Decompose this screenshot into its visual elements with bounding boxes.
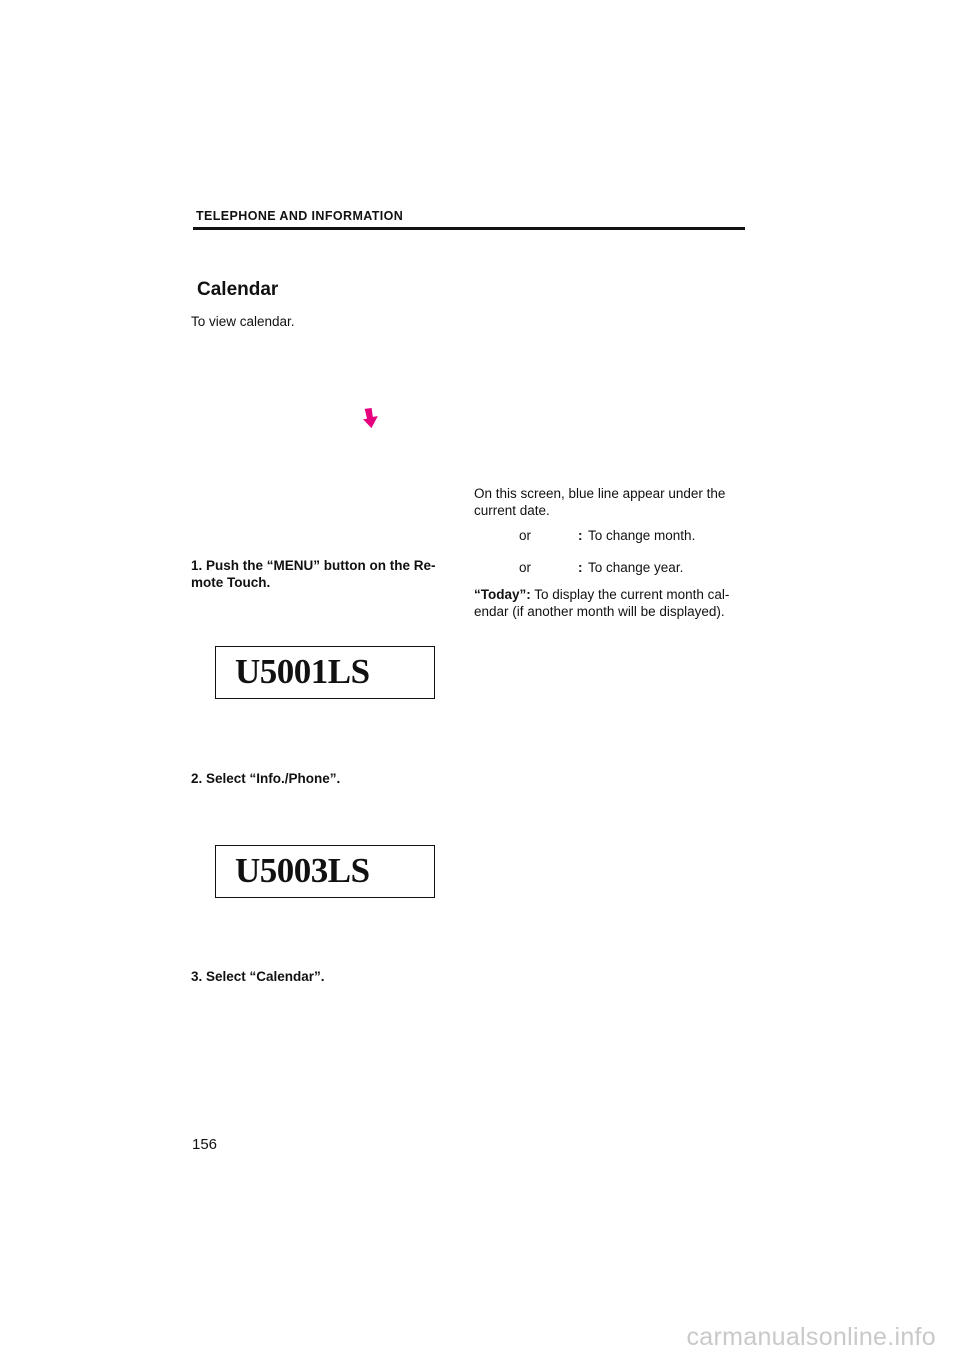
- today-text: To display the current month cal-endar (if another month will be displayed).: [474, 587, 730, 619]
- screen-description: On this screen, blue line appear under the current date.: [474, 486, 726, 518]
- control-text-month: To change month.: [588, 528, 696, 543]
- step-1: 1. Push the “MENU” button on the Re-mote Touch.: [191, 558, 436, 590]
- control-connector-year: or: [519, 560, 532, 575]
- intro-text: To view calendar.: [191, 314, 295, 329]
- control-connector-month: or: [519, 528, 532, 543]
- down-arrow-icon: [362, 407, 382, 429]
- page-title: Calendar: [197, 279, 279, 300]
- figure-label-2: U5003LS: [235, 851, 370, 890]
- page-number: 156: [192, 1136, 218, 1153]
- figure-label-1: U5001LS: [235, 652, 370, 691]
- today-description: [474, 586, 746, 620]
- watermark: carmanualsonline.info: [686, 1323, 936, 1351]
- control-text-year: To change year.: [588, 560, 684, 575]
- step-3: 3. Select “Calendar”.: [191, 969, 325, 984]
- section-header: TELEPHONE AND INFORMATION: [196, 209, 404, 223]
- control-colon-year: :: [578, 560, 583, 575]
- control-colon-month: :: [578, 528, 583, 543]
- figure-placeholder-2: [215, 845, 435, 898]
- step-2: 2. Select “Info./Phone”.: [191, 771, 341, 786]
- figure-placeholder-1: [215, 646, 435, 699]
- header-rule: [193, 227, 745, 230]
- today-label: “Today”:: [474, 587, 531, 602]
